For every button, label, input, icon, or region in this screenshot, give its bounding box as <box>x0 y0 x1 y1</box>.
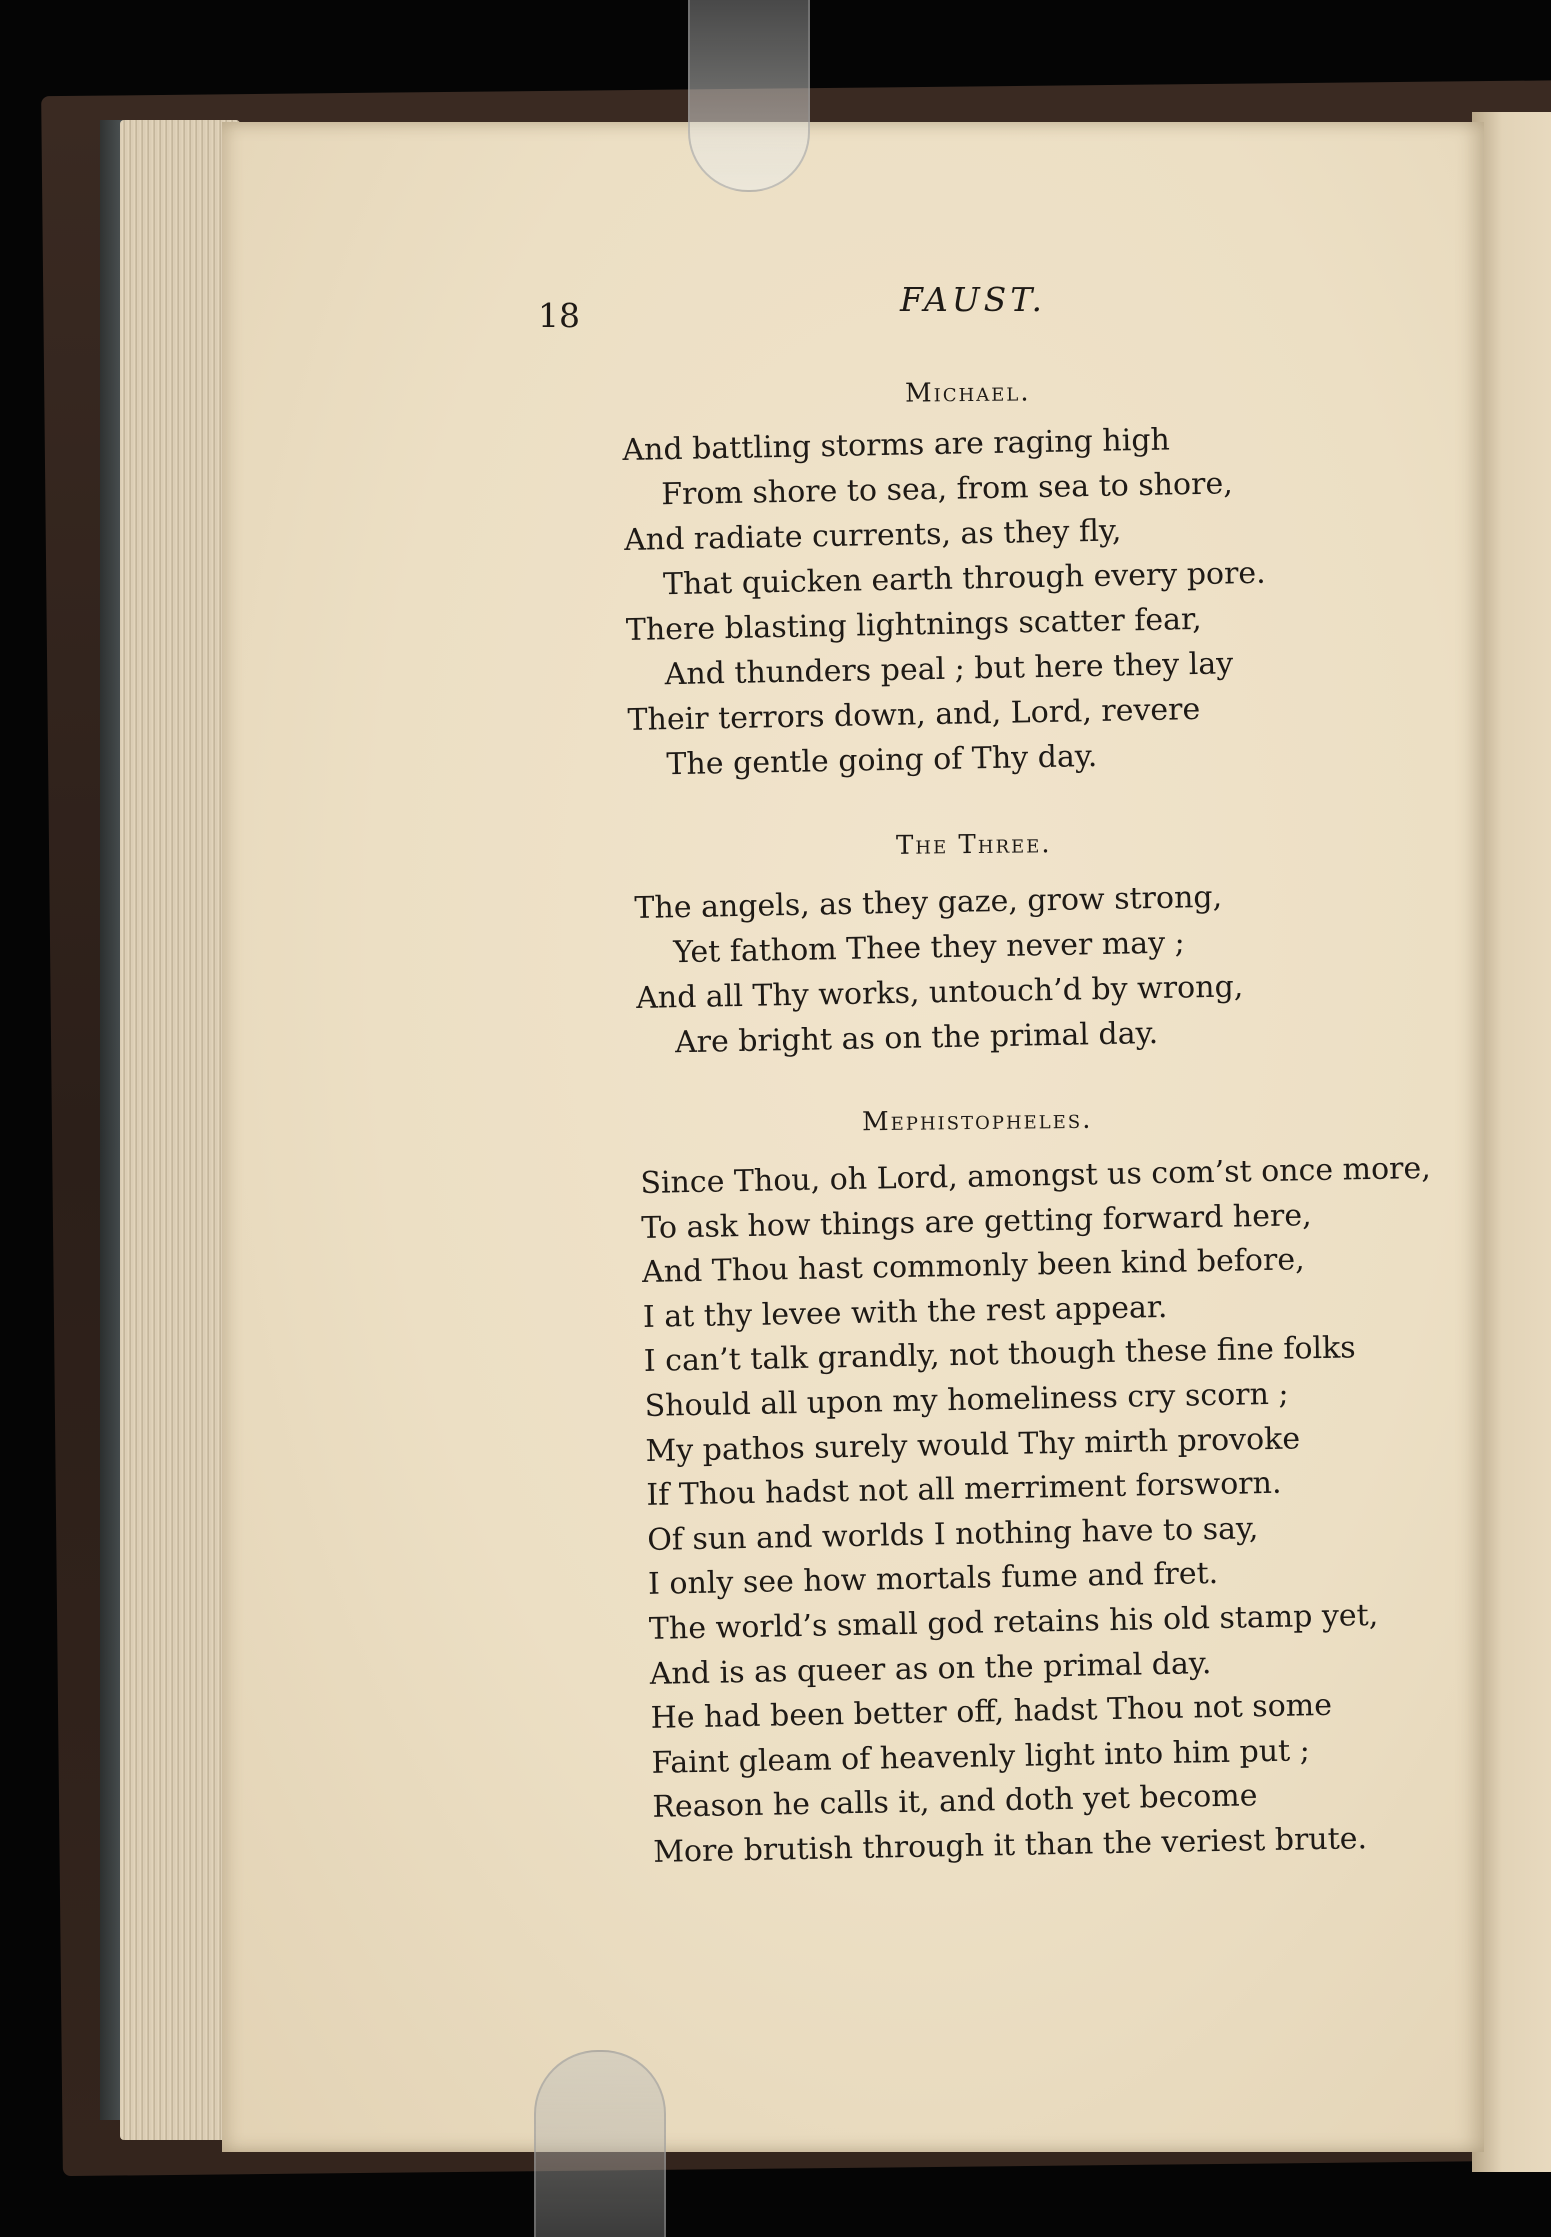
verse-line: My pathos surely would Thy mirth provoke <box>645 1420 1301 1469</box>
verse-line: And all Thy works, untouch’d by wrong, <box>635 969 1244 1016</box>
running-head: FAUST. <box>900 280 1046 319</box>
verse-line: Yet fathom Thee they never may ; <box>672 925 1186 971</box>
verse-line: Faint gleam of heavenly light into him put ; <box>651 1732 1311 1781</box>
verse-line: And battling storms are raging high <box>622 422 1171 468</box>
verse-line: If Thou hadst not all merriment forsworn. <box>646 1465 1282 1514</box>
verse-line: And radiate currents, as they fly, <box>623 513 1122 558</box>
verse-line: That quicken earth through every pore. <box>662 555 1267 603</box>
verse-line: Should all upon my homeliness cry scorn ; <box>644 1376 1289 1424</box>
page-number: 18 <box>538 296 580 335</box>
verse-line: Of sun and worlds I nothing have to say, <box>646 1510 1259 1558</box>
speaker-heading: Mephistopheles. <box>861 1104 1093 1138</box>
verse-line: The gentle going of Thy day. <box>666 738 1098 783</box>
verse-line: And is as queer as on the primal day. <box>649 1645 1212 1692</box>
verse-line: More brutish through it than the veriest brute. <box>652 1821 1368 1870</box>
verse-line: From shore to sea, from sea to shore, <box>660 466 1234 513</box>
verse-line: Are bright as on the primal day. <box>674 1015 1159 1061</box>
verse-line: Their terrors down, and, Lord, revere <box>627 691 1201 738</box>
verse-line: I at thy levee with the rest appear. <box>642 1289 1168 1335</box>
verse-line: And thunders peal ; but here they lay <box>664 646 1234 693</box>
verse-line: To ask how things are getting forward here, <box>640 1197 1312 1246</box>
speaker-heading: Michael. <box>904 377 1031 409</box>
verse-line: Since Thou, oh Lord, amongst us com’st once more, <box>640 1150 1432 1201</box>
verse-stanza <box>640 1147 1444 1876</box>
verse-line: I can’t talk grandly, not though these fine folks <box>643 1330 1356 1380</box>
verse-stanza <box>622 416 1270 788</box>
verse-line: Reason he calls it, and doth yet become <box>652 1778 1258 1826</box>
verse-line: And Thou hast commonly been kind before, <box>641 1242 1305 1291</box>
verse-stanza <box>634 874 1245 1066</box>
speaker-heading: The Three. <box>895 829 1052 861</box>
verse-line: The angels, as they gaze, grow strong, <box>634 879 1223 926</box>
verse-line: I only see how mortals fume and fret. <box>647 1556 1219 1603</box>
verse-line: There blasting lightnings scatter fear, <box>625 601 1202 648</box>
verse-line: He had been better off, hadst Thou not some <box>650 1687 1333 1737</box>
verse-line: The world’s small god retains his old stamp yet, <box>648 1597 1379 1647</box>
